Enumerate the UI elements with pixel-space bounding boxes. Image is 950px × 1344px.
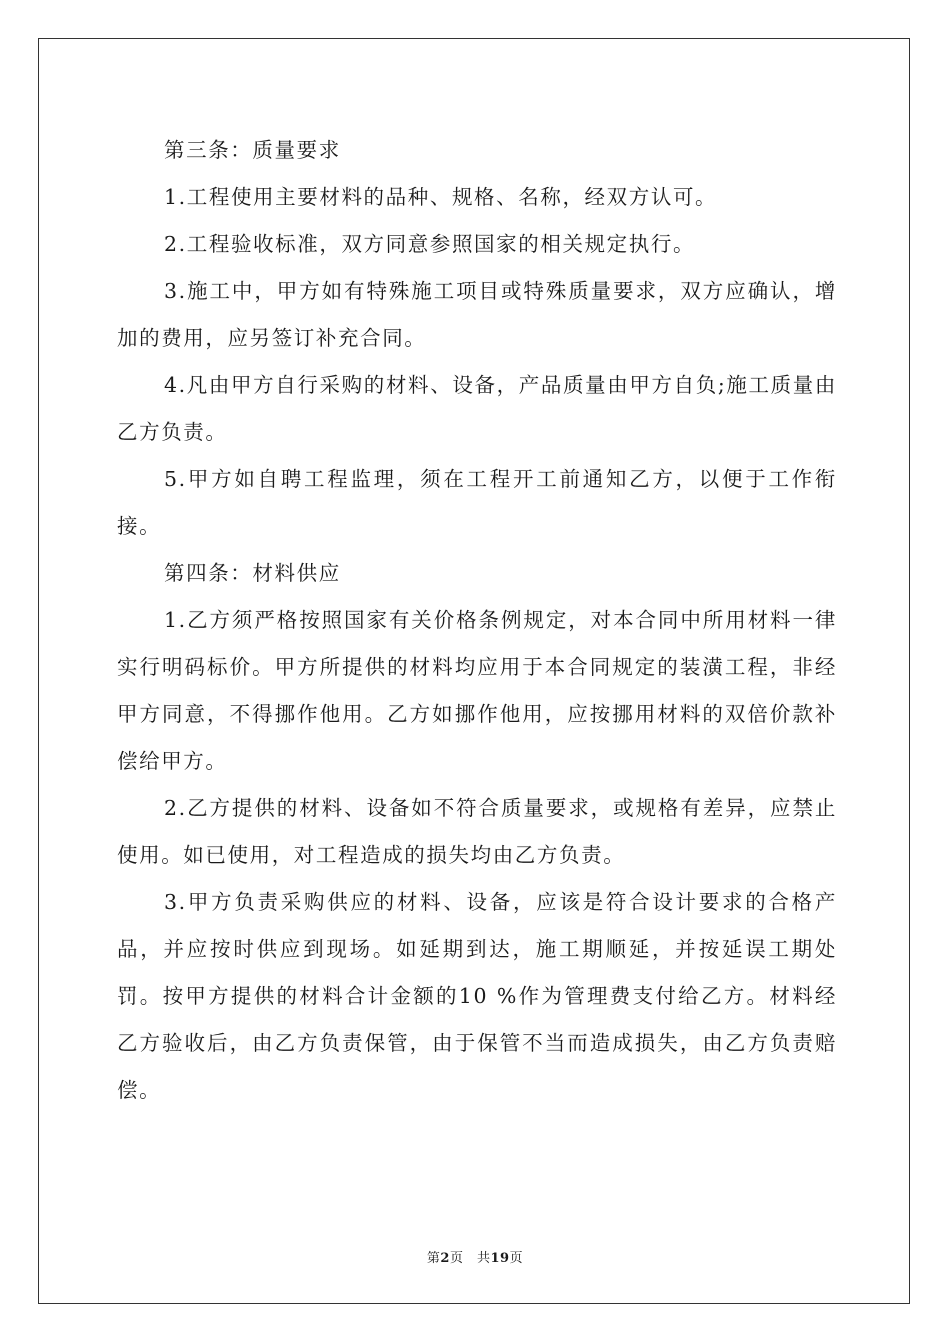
paragraph: 4.凡由甲方自行采购的材料、设备，产品质量由甲方自负;施工质量由乙方负责。 [117,373,837,444]
page-number-suffix: 页 [509,1251,524,1266]
paragraph: 2.工程验收标准，双方同意参照国家的相关规定执行。 [164,232,696,256]
paragraph: 1.乙方须严格按照国家有关价格条例规定，对本合同中所用材料一律实行明码标价。甲方所提供的材料均应用于本合同规定的装潢工程，非经甲方同意，不得挪作他用。乙方如挪作他用，应按挪用材料的双倍价款补偿给甲方。 [117,608,837,773]
paragraph: 1.工程使用主要材料的品种、规格、名称，经双方认可。 [164,185,718,209]
paragraph: 2.乙方提供的材料、设备如不符合质量要求，或规格有差异，应禁止使用。如已使用，对工程造成的损失均由乙方负责。 [117,796,837,867]
paragraph: 3.施工中，甲方如有特殊施工项目或特殊质量要求，双方应确认，增加的费用，应另签订补充合同。 [117,279,837,350]
page-number-total: 19 [490,1251,510,1266]
section-heading-materials: 第四条：材料供应 [164,561,341,585]
page-footer [0,1247,950,1266]
page-number-mid: 页 共 [449,1251,491,1266]
document-body [117,127,837,1114]
page-number-current: 2 [440,1251,450,1266]
paragraph: 3.甲方负责采购供应的材料、设备，应该是符合设计要求的合格产品，并应按时供应到现场。如延期到达，施工期顺延，并按延误工期处罚。按甲方提供的材料合计金额的10 %作为管理费支付给乙方。材料经乙方验收后，由乙方负责保管，由于保管不当而造成损失，由乙方负责赔偿。 [117,890,837,1102]
paragraph: 5.甲方如自聘工程监理，须在工程开工前通知乙方，以便于工作衔接。 [117,467,837,538]
section-heading-quality: 第三条：质量要求 [164,138,341,162]
page-number-prefix: 第 [426,1251,441,1266]
